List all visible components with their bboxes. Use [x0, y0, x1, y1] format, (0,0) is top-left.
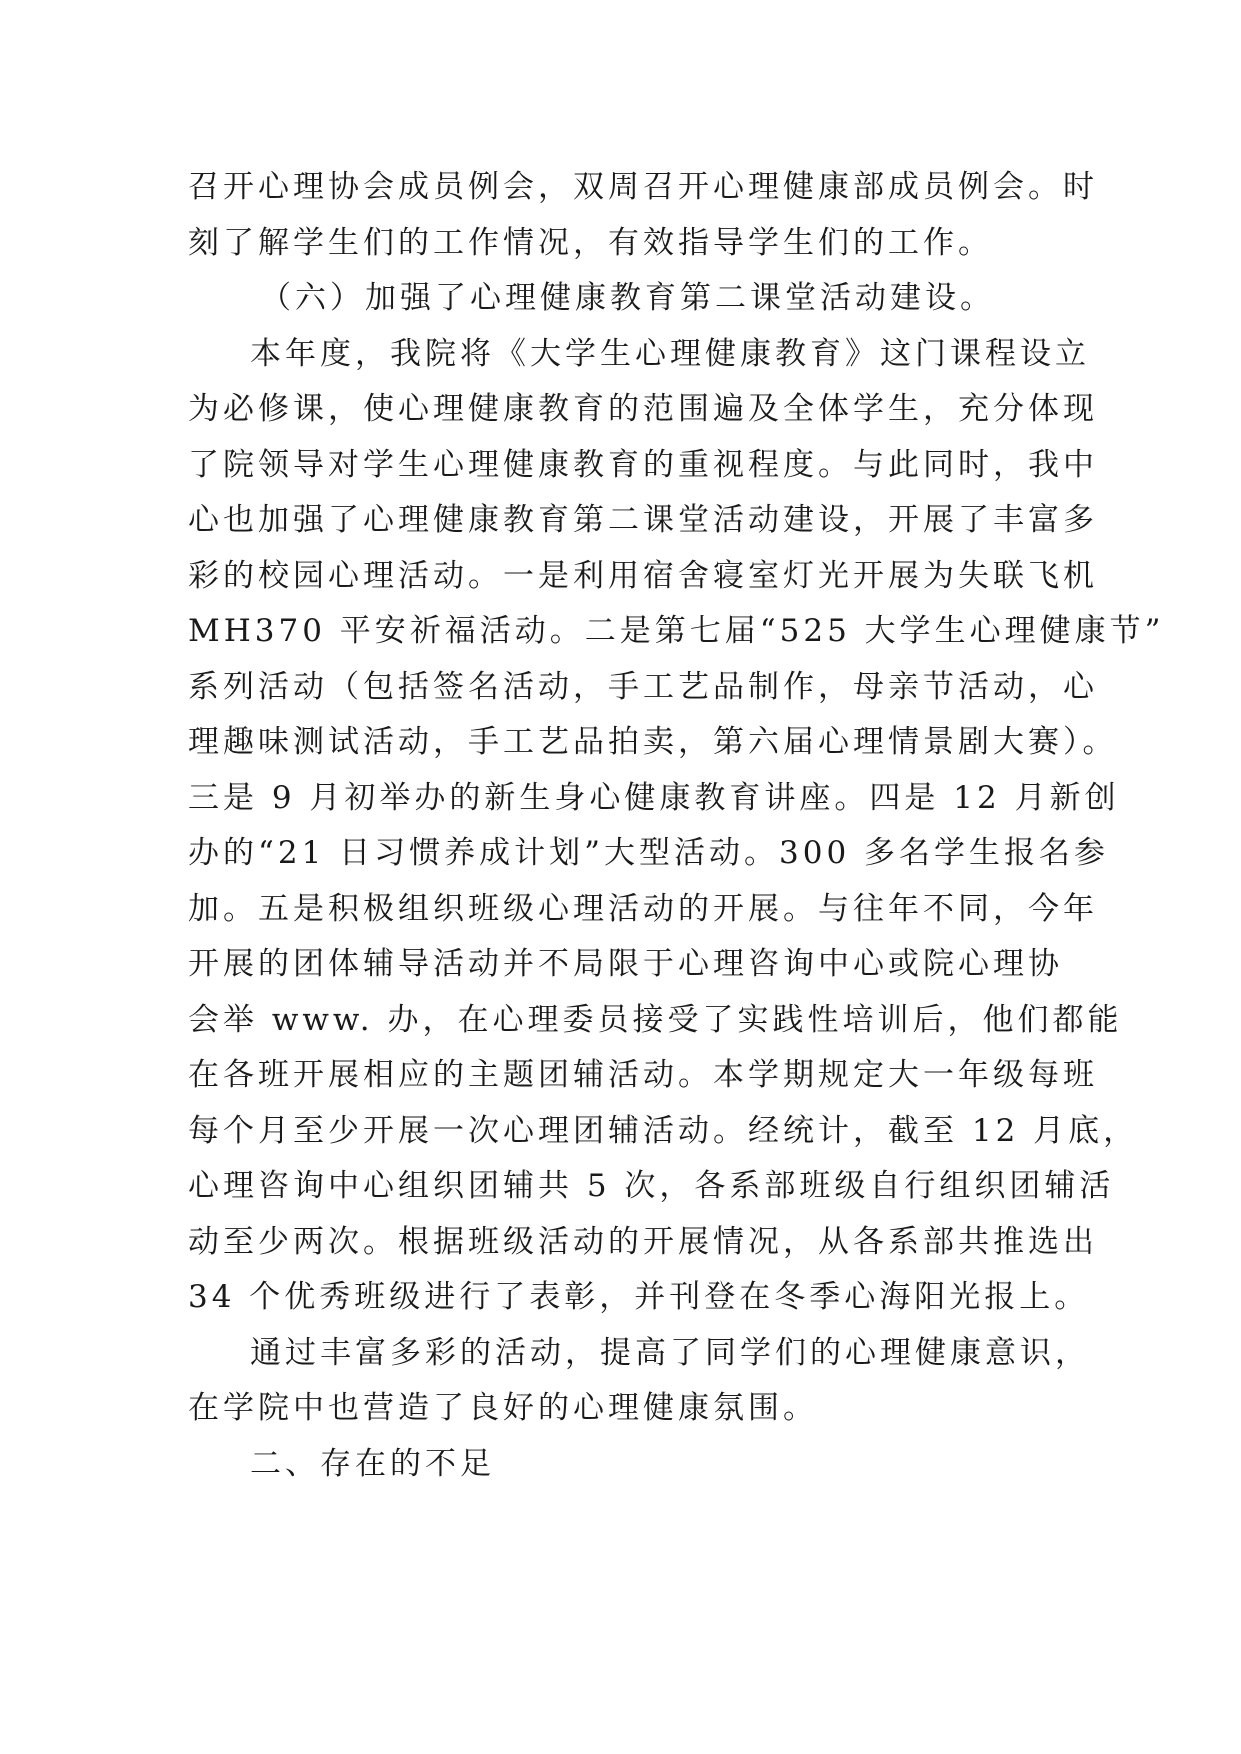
section-heading: （六）加强了心理健康教育第二课堂活动建设。: [260, 280, 995, 316]
text-line: 心理咨询中心组织团辅共 5 次，各系部班级自行组织团辅活: [188, 1168, 1115, 1204]
text-line: 刻了解学生们的工作情况，有效指导学生们的工作。: [188, 224, 993, 261]
text-line: 开展的团体辅导活动并不局限于心理咨询中心或院心理协: [188, 946, 1063, 982]
text-line: 心也加强了心理健康教育第二课堂活动建设，开展了丰富多: [188, 502, 1098, 538]
text-line: 在学院中也营造了良好的心理健康氛围。: [188, 1390, 818, 1426]
text-line: 召开心理协会成员例会，双周召开心理健康部成员例会。时: [188, 169, 1098, 205]
text-line: 34 个优秀班级进行了表彰，并刊登在冬季心海阳光报上。: [188, 1279, 1090, 1315]
text-line: 系列活动（包括签名活动，手工艺品制作，母亲节活动，心: [188, 668, 1098, 705]
text-line: 理趣味测试活动，手工艺品拍卖，第六届心理情景剧大赛）。: [188, 724, 1118, 760]
text-line: 加。五是积极组织班级心理活动的开展。与往年不同，今年: [188, 890, 1098, 927]
text-line: 彩的校园心理活动。一是利用宿舍寝室灯光开展为失联飞机: [188, 557, 1098, 594]
text-line: 动至少两次。根据班级活动的开展情况，从各系部共推选出: [188, 1223, 1098, 1260]
text-line: 为必修课，使心理健康教育的范围遍及全体学生，充分体现: [188, 391, 1098, 427]
text-line: 每个月至少开展一次心理团辅活动。经统计，截至 12 月底，: [188, 1112, 1139, 1149]
document-body: [188, 160, 1165, 1492]
paragraph-first-line: 通过丰富多彩的活动，提高了同学们的心理健康意识，: [250, 1334, 1090, 1371]
text-line: 会举 www. 办，在心理委员接受了实践性培训后，他们都能: [188, 1001, 1123, 1038]
paragraph-first-line: 本年度，我院将《大学生心理健康教育》这门课程设立: [250, 335, 1090, 372]
text-line: 办的“21 日习惯养成计划”大型活动。300 多名学生报名参: [188, 835, 1110, 871]
text-line: 在各班开展相应的主题团辅活动。本学期规定大一年级每班: [188, 1057, 1098, 1093]
text-line: 三是 9 月初举办的新生身心健康教育讲座。四是 12 月新创: [188, 779, 1120, 816]
text-line: MH370 平安祈福活动。二是第七届“525 大学生心理健康节”: [188, 613, 1165, 649]
section-heading: 二、存在的不足: [250, 1445, 495, 1482]
text-line: 了院领导对学生心理健康教育的重视程度。与此同时，我中: [188, 446, 1098, 483]
